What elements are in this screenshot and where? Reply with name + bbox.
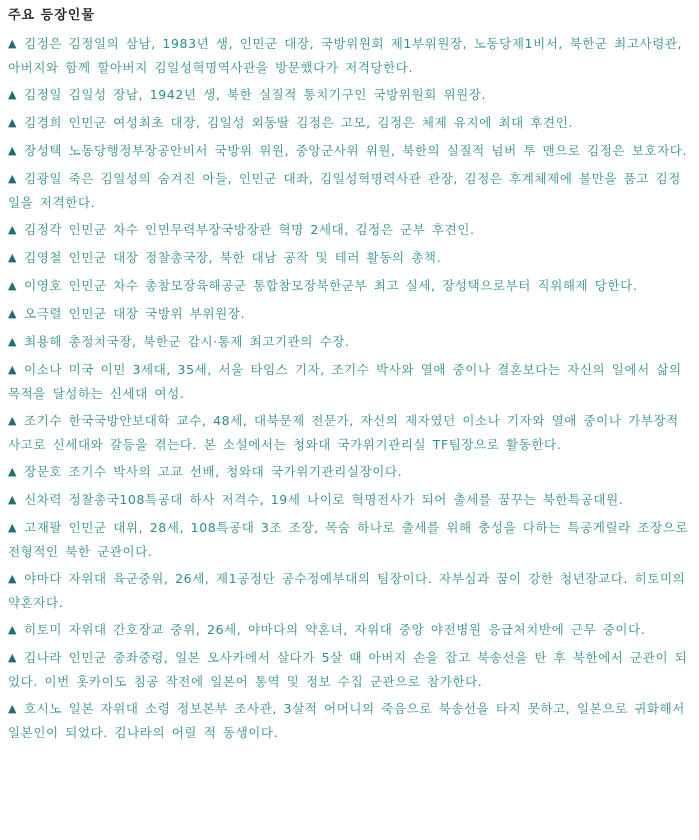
character-item-kim-na-ra	[8, 646, 690, 693]
character-description: 김정각 인민군 차수 인민무력부장국방장관 혁명 2세대, 김정은 군부 후견인.	[24, 222, 475, 237]
character-description: 히토미 자위대 간호장교 중위, 26세, 야마다의 약혼녀, 자위대 중앙 야전병원 응급처치반에 근무 중이다.	[24, 622, 646, 637]
character-item-kim-kwang-il	[8, 167, 690, 214]
character-description: 김광일 죽은 김일성의 숨겨진 아들, 인민군 대좌, 김일성혁명력사관 관장, 김정은 후계체제에 불만을 품고 김정일을 저격한다.	[8, 171, 681, 210]
character-item-kim-jong-gak	[8, 218, 690, 242]
page-title: 주요 등장인물	[8, 8, 95, 23]
triangle-bullet-icon: ▲	[8, 279, 18, 292]
triangle-bullet-icon: ▲	[8, 363, 18, 376]
character-description: 김경희 인민군 여성최초 대장, 김일성 외동딸 김정은 고모, 김정은 체제 유지에 최대 후견인.	[24, 115, 573, 130]
triangle-bullet-icon: ▲	[8, 651, 18, 664]
character-description: 최용해 총정치국장, 북한군 감시·통제 최고기관의 수장.	[24, 334, 350, 349]
triangle-bullet-icon: ▲	[8, 623, 18, 636]
character-description: 오극렬 인민군 대장 국방위 부위원장.	[24, 306, 246, 321]
character-description: 김영철 인민군 대장 정찰총국장, 북한 대남 공작 및 테러 활동의 총책.	[24, 250, 442, 265]
triangle-bullet-icon: ▲	[8, 172, 18, 185]
character-description: 김나라 인민군 중좌중령, 일본 오사카에서 살다가 5살 때 아버지 손을 잡고 북송선을 탄 후 북한에서 군관이 되었다. 이번 홋카이도 침공 작전에 일본어 통역 및 정보 수집 군관으로 참가한다.	[8, 650, 688, 689]
triangle-bullet-icon: ▲	[8, 37, 18, 50]
character-description: 야마다 자위대 육군중위, 26세, 제1공정단 공수정예부대의 팀장이다. 자부심과 꿈이 강한 청년장교다. 히토미의 약혼자다.	[8, 571, 686, 610]
character-item-lee-so-na	[8, 358, 690, 405]
triangle-bullet-icon: ▲	[8, 702, 18, 715]
character-description: 고재팔 인민군 대위, 28세, 108특공대 3조 조장, 목숨 하나로 출세를 위해 충성을 다하는 특공게릴라 조장으로 전형적인 북한 군관이다.	[8, 520, 689, 559]
character-item-jang-mun-ho	[8, 460, 690, 484]
character-description: 이영호 인민군 차수 총참모장육해공군 통합참모장북한군부 최고 실세, 장성택으로부터 직위해제 당한다.	[24, 278, 638, 293]
character-item-kim-kyong-hui	[8, 111, 690, 135]
character-item-kim-yong-chol	[8, 246, 690, 270]
triangle-bullet-icon: ▲	[8, 493, 18, 506]
character-item-o-kuk-ryol	[8, 302, 690, 326]
triangle-bullet-icon: ▲	[8, 251, 18, 264]
character-item-yamada	[8, 567, 690, 614]
character-description: 신차력 정찰총국108특공대 하사 저격수, 19세 나이로 혁명전사가 되어 출세를 꿈꾸는 북한특공대원.	[24, 492, 624, 507]
triangle-bullet-icon: ▲	[8, 144, 18, 157]
character-item-ri-yong-ho	[8, 274, 690, 298]
character-description: 호시노 일본 자위대 소령 정보본부 조사관, 3살적 어머니의 죽음으로 북송선을 타지 못하고, 일본으로 귀화해서 일본인이 되었다. 김나라의 어릴 적 동생이다.	[8, 701, 685, 740]
character-description: 김정일 김일성 장남, 1942년 생, 북한 실질적 통치기구인 국방위원회 위원장.	[24, 87, 487, 102]
triangle-bullet-icon: ▲	[8, 335, 18, 348]
character-description: 장성택 노동당행정부장공안비서 국방위 위원, 중앙군사위 위원, 북한의 실질적 넘버 투 맨으로 김정은 보호자다.	[24, 143, 688, 158]
triangle-bullet-icon: ▲	[8, 88, 18, 101]
character-item-kim-jong-il	[8, 83, 690, 107]
character-item-go-jae-pal	[8, 516, 690, 563]
character-description: 김정은 김정일의 삼남, 1983년 생, 인민군 대장, 국방위원회 제1부위원장, 노동당제1비서, 북한군 최고사령관, 아버지와 함께 할아버지 김일성혁명역사관을 방문했다가 저격당한다.	[8, 36, 683, 75]
triangle-bullet-icon: ▲	[8, 414, 18, 427]
character-item-shin-cha-ryeok	[8, 488, 690, 512]
character-description: 장문호 조기수 박사의 고교 선배, 청와대 국가위기관리실장이다.	[24, 464, 403, 479]
triangle-bullet-icon: ▲	[8, 116, 18, 129]
character-item-jo-gi-su	[8, 409, 690, 456]
triangle-bullet-icon: ▲	[8, 572, 18, 585]
character-description: 조기수 한국국방안보대학 교수, 48세, 대북문제 전문가, 자신의 제자였던 이소나 기자와 열애 중이나 가부장적 사고로 신세대와 갈등을 겪는다. 본 소설에서는 청와대 국가위기관리실 TF팀장으로 활동한다.	[8, 413, 679, 452]
character-item-hitomi	[8, 618, 690, 642]
character-description: 이소나 미국 이민 3세대, 35세, 서울 타임스 기자, 조기수 박사와 열애 중이나 결혼보다는 자신의 일에서 삶의 목적을 달성하는 신세대 여성.	[8, 362, 682, 401]
triangle-bullet-icon: ▲	[8, 521, 18, 534]
character-item-choe-ryong-hae	[8, 330, 690, 354]
triangle-bullet-icon: ▲	[8, 465, 18, 478]
character-item-kim-jong-un	[8, 32, 690, 79]
character-item-hoshino	[8, 697, 690, 744]
character-item-jang-song-taek	[8, 139, 690, 163]
triangle-bullet-icon: ▲	[8, 223, 18, 236]
triangle-bullet-icon: ▲	[8, 307, 18, 320]
